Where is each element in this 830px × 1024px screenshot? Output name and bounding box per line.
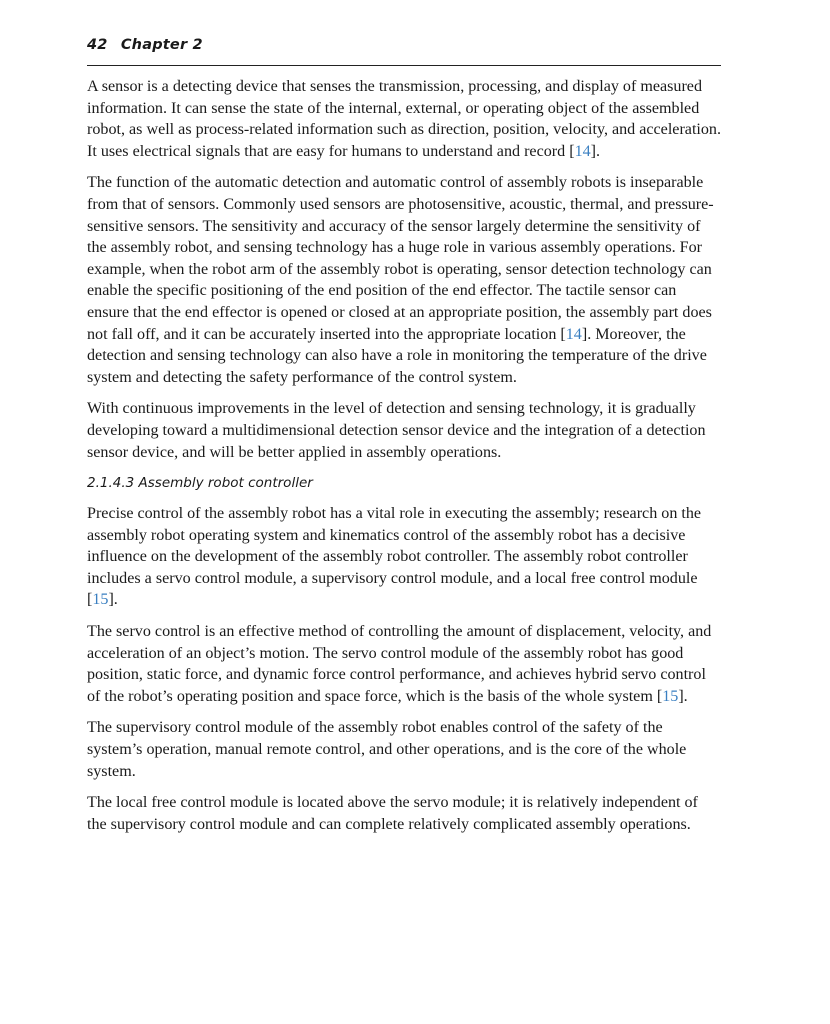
citation-link[interactable]: 15	[662, 687, 679, 705]
paragraph-supervisory-control: The supervisory control module of the assembly robot enables control of the safety of the system’s operation, manual remote control, and other operations, and is the core of the whole system.	[87, 719, 687, 780]
paragraph-text: ].	[678, 687, 688, 705]
running-head	[87, 37, 721, 66]
chapter-title: Chapter 2	[120, 37, 203, 53]
paragraph-text: ].	[590, 142, 601, 160]
paragraph-text: Precise control of the assembly robot has a vital role in executing the assembly; research on the assembly robot operating system and kinematics control of the assembly robot has a decisive influence on the development of the assembly robot controller. The assembly robot controller includes a servo control module, a supervisory control module, and a local free control module [	[87, 505, 702, 609]
subsection-title: 2.1.4.3 Assembly robot controller	[87, 475, 313, 492]
paragraph-servo-control	[87, 621, 721, 707]
paragraph-text: ]. Moreover, the detection and sensing technology can also have a role in monitoring the temperature of the drive system and detecting the safety performance of the control system.	[87, 325, 707, 386]
citation-link[interactable]: 14	[565, 325, 582, 343]
body-text	[87, 76, 721, 845]
paragraph-text: The function of the automatic detection and automatic control of assembly robots is inseparable from that of sensors. Commonly used sensors are photosensitive, acoustic, thermal, and pressure-sensitive sensors. The sensitivity and accuracy of the sensor largely determine the sensitivity of the assembly robot, and sensing technology has a huge role in various assembly operations. For example, when the robot arm of the assembly robot is operating, sensor detection technology can enable the specific positioning of the end position of the end effector. The tactile sensor can ensure that the end effector is opened or closed at an appropriate position, the assembly part does not fall off, and it can be accurately inserted into the appropriate location [	[87, 174, 714, 343]
paragraph-sensor-definition	[87, 76, 721, 162]
paragraph-text: The servo control is an effective method of controlling the amount of displacement, velocity, and acceleration of an object’s motion. The servo control module of the assembly robot has good position, static force, and dynamic force control performance, and achieves hybrid servo control of the robot’s operating position and space force, which is the basis of the whole system [	[87, 623, 712, 705]
citation-link[interactable]: 14	[574, 142, 591, 160]
paragraph-text: ].	[108, 591, 118, 609]
paragraph-controller-overview	[87, 503, 721, 611]
citation-link[interactable]: 15	[92, 591, 109, 609]
page-number: 42	[87, 37, 108, 53]
paragraph-local-free-control: The local free control module is located above the servo module; it is relatively independent of the supervisory control module and can complete relatively complicated assembly operations.	[87, 794, 698, 833]
paragraph-sensor-development: With continuous improvements in the level of detection and sensing technology, it is gradually developing toward a multidimensional detection sensor device and the integration of a detection sensor device, and will be better applied in assembly operations.	[87, 400, 706, 461]
paragraph-sensor-function	[87, 172, 721, 388]
paragraph-text: A sensor is a detecting device that senses the transmission, processing, and display of measured information. It can sense the state of the internal, external, or operating object of the assembled robot, as well as process-related information such as direction, position, velocity, and acceleration. It uses electrical signals that are easy for humans to understand and record [	[87, 78, 722, 160]
